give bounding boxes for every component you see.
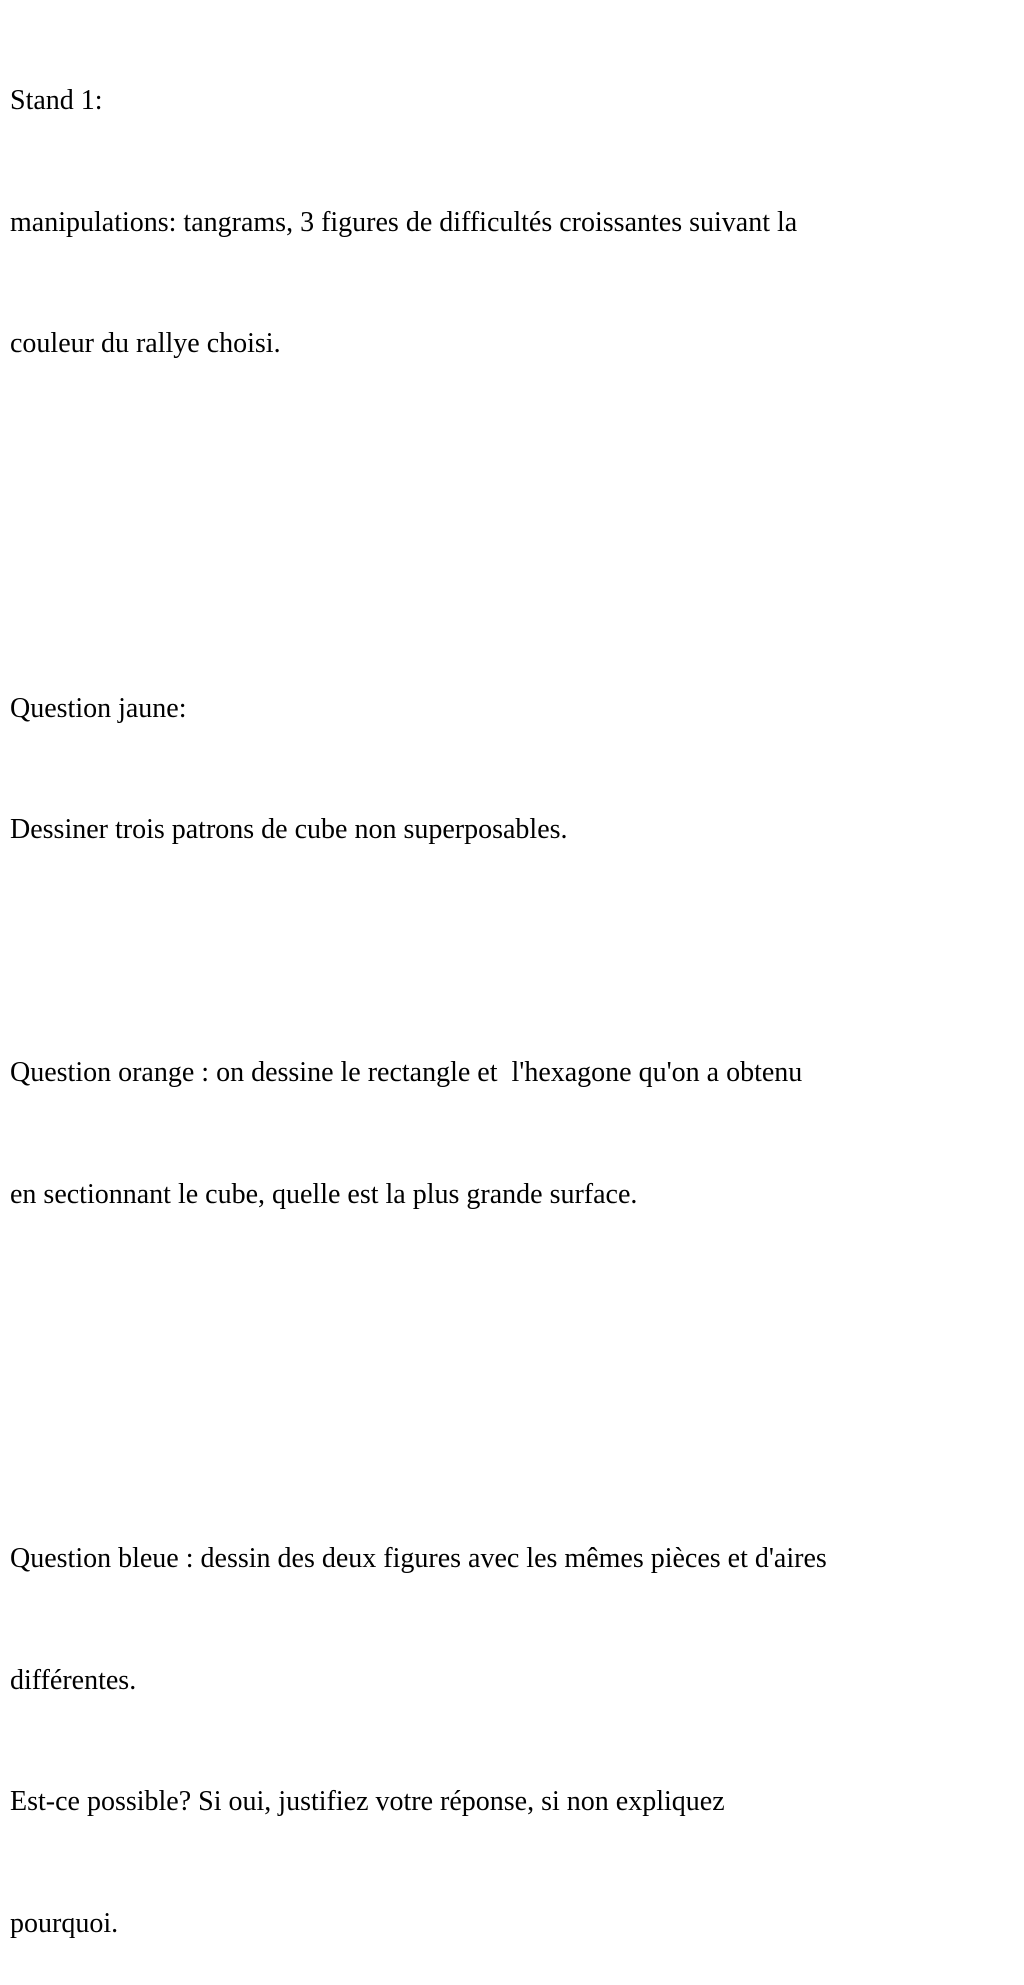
- spacer: [10, 1296, 1016, 1337]
- document-page: [10, 0, 1016, 1985]
- question-orange-line-1: Question orange : on dessine le rectangle et l'hexagone qu'on a obtenu: [10, 1057, 803, 1088]
- question-bleue-line-1: Question bleue : dessin des deux figures avec les mêmes pièces et d'aires: [10, 1543, 827, 1574]
- spacer: [10, 1418, 1016, 1459]
- spacer: [10, 932, 1016, 973]
- spacer: [10, 446, 1016, 487]
- question-orange-line-2: en sectionnant le cube, quelle est la plus grande surface.: [10, 1178, 638, 1210]
- stand-title: Stand 1:: [10, 85, 103, 116]
- manipulations-text-line-1: manipulations: tangrams, 3 figures de difficultés croissantes suivant la: [10, 206, 798, 238]
- question-jaune-text: Dessiner trois patrons de cube non superposables.: [10, 814, 568, 845]
- question-bleue-line-3: Est-ce possible? Si oui, justifiez votre réponse, si non expliquez: [10, 1786, 725, 1817]
- question-bleue-line-4: pourquoi.: [10, 1907, 119, 1939]
- question-jaune-heading: Question jaune:: [10, 692, 187, 724]
- spacer: [10, 567, 1016, 608]
- question-bleue-line-2: différentes.: [10, 1664, 137, 1696]
- manipulations-text-line-2: couleur du rallye choisi.: [10, 328, 281, 359]
